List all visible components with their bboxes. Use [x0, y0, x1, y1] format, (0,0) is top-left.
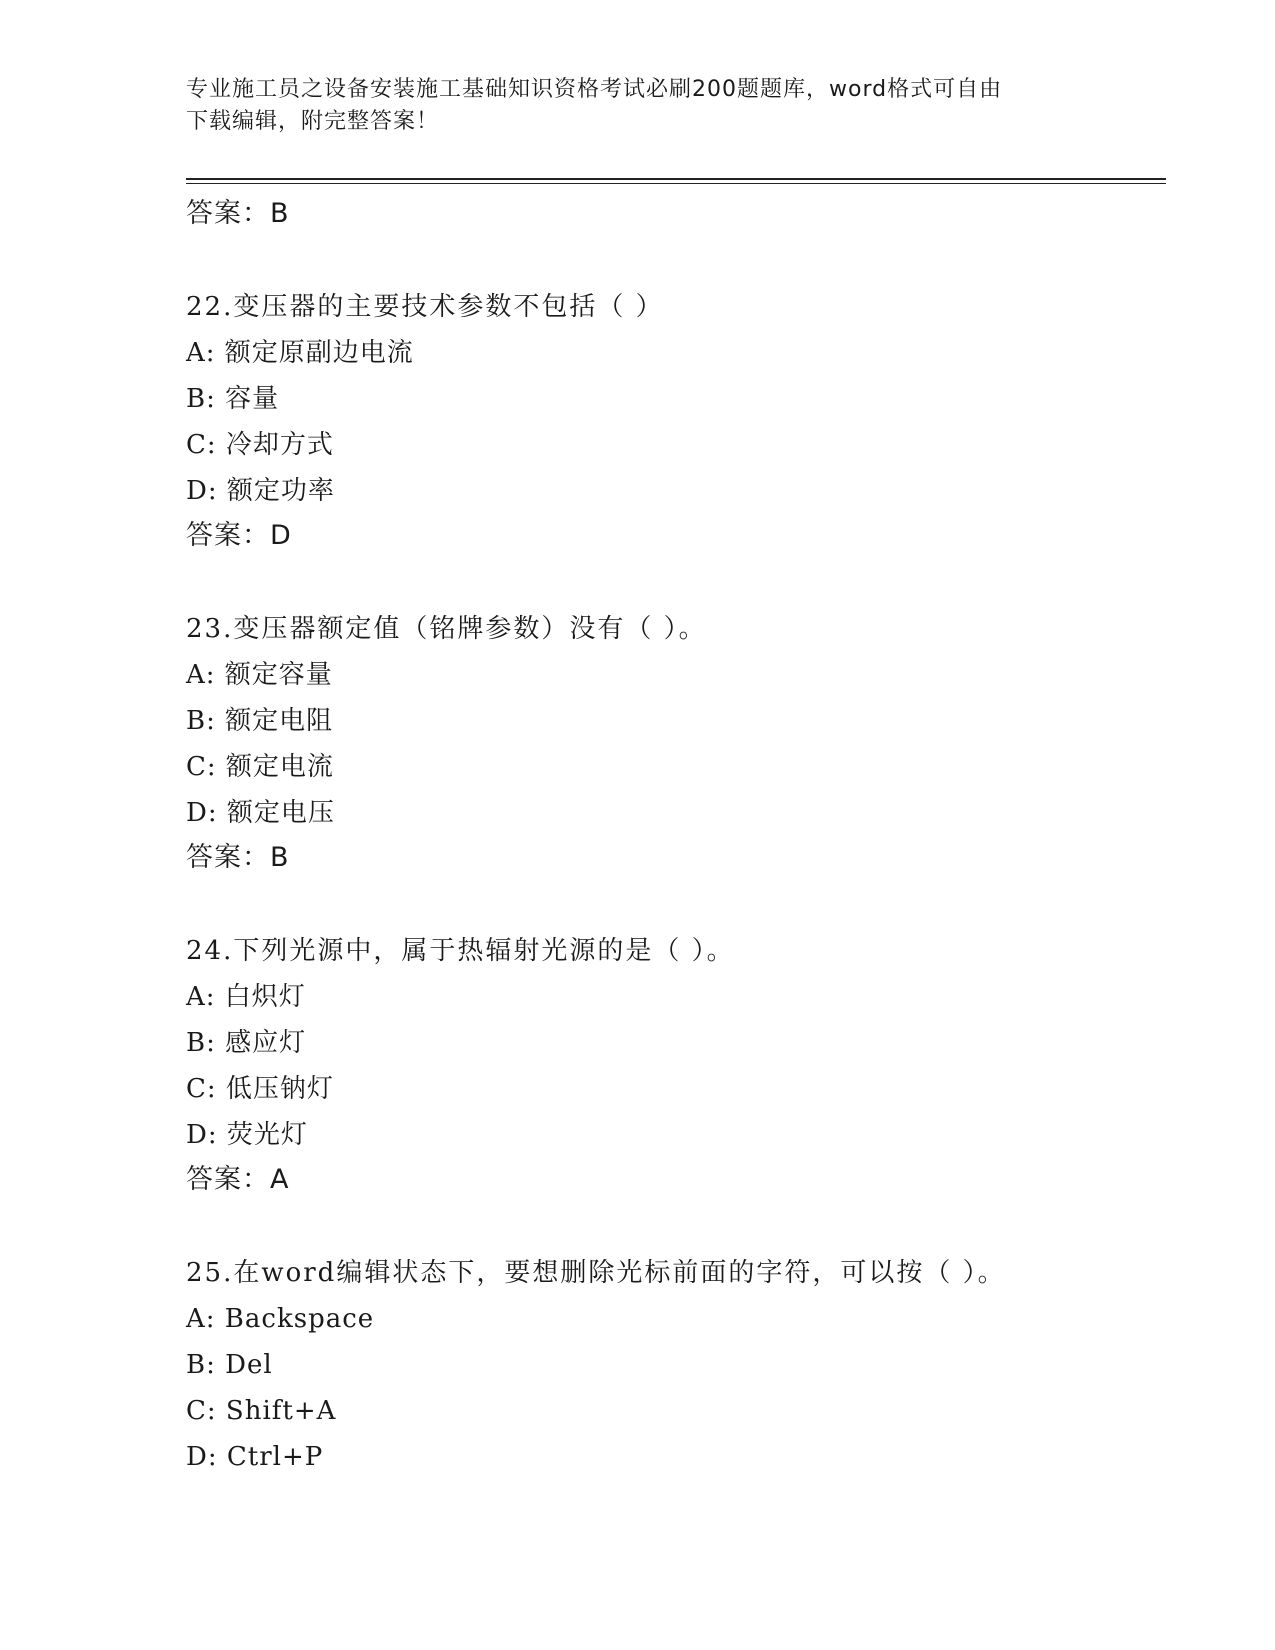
document-header: [186, 74, 1086, 138]
option-b: B: 额定电阻: [186, 706, 334, 736]
question-stem: 25.在word编辑状态下，要想删除光标前面的字符，可以按（ ）。: [186, 1258, 1006, 1288]
option-c: C: 冷却方式: [186, 430, 334, 460]
option-c: C: Shift+A: [186, 1396, 337, 1426]
option-a: A: Backspace: [186, 1304, 375, 1334]
option-d: D: 额定电压: [186, 798, 335, 828]
question-list: [186, 196, 1166, 1484]
header-divider: [186, 178, 1166, 184]
option-a: A: 额定容量: [186, 660, 333, 690]
option-d: D: 荧光灯: [186, 1120, 308, 1150]
option-b: B: Del: [186, 1350, 273, 1380]
option-b: B: 容量: [186, 384, 280, 414]
question-block: [186, 288, 1166, 554]
option-a: A: 额定原副边电流: [186, 338, 414, 368]
question-block: [186, 932, 1166, 1198]
answer-line: 答案：A: [186, 1164, 290, 1195]
question-stem: 24.下列光源中，属于热辐射光源的是（ ）。: [186, 936, 735, 966]
question-block: [186, 1254, 1166, 1476]
answer-line: 答案：B: [186, 842, 290, 873]
option-b: B: 感应灯: [186, 1028, 307, 1058]
header-line-1: 专业施工员之设备安装施工基础知识资格考试必刷200题题库，word格式可自由: [186, 77, 1003, 102]
question-stem: 23.变压器额定值（铭牌参数）没有（ ）。: [186, 614, 707, 644]
option-d: D: 额定功率: [186, 476, 335, 506]
previous-answer: 答案：B: [186, 198, 290, 229]
header-line-2: 下载编辑，附完整答案！: [186, 109, 440, 134]
option-c: C: 低压钠灯: [186, 1074, 334, 1104]
option-d: D: Ctrl+P: [186, 1442, 324, 1472]
answer-line: 答案：D: [186, 520, 292, 551]
question-block: [186, 610, 1166, 876]
option-c: C: 额定电流: [186, 752, 334, 782]
question-stem: 22.变压器的主要技术参数不包括（ ）: [186, 292, 664, 322]
option-a: A: 白炽灯: [186, 982, 306, 1012]
